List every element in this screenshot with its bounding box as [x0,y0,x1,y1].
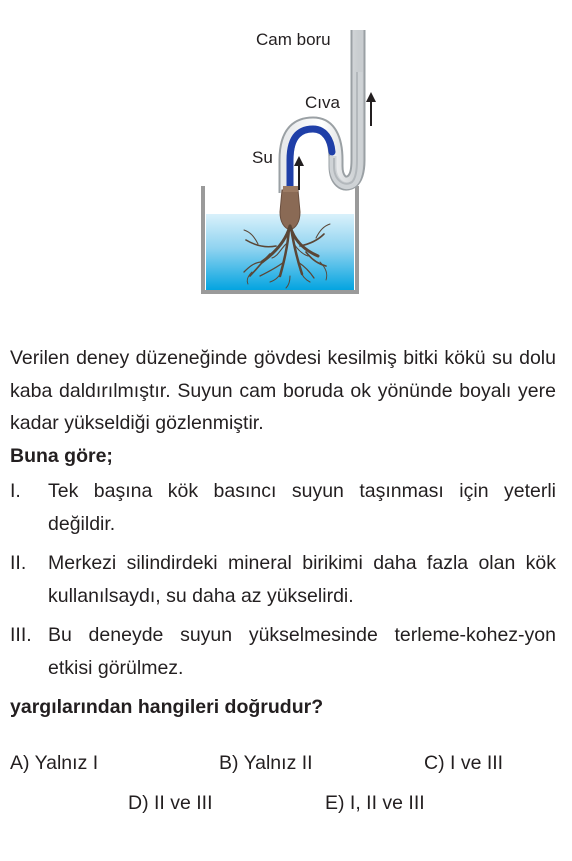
question-body [10,342,556,724]
statement-number: I. [10,480,21,502]
water-arrow-icon [294,156,304,190]
statement-text: Bu deneyde suyun yükselmesinde terleme-kohez-yon etkisi görülmez. [48,624,556,679]
statement-text: Merkezi silindirdeki mineral birikimi daha fazla olan kök kullanılsaydı, su daha az yükselirdi. [48,552,556,607]
experiment-illustration [0,0,572,330]
statement-item [10,475,556,540]
experiment-figure [0,0,572,330]
statement-text: Tek başına kök basıncı suyun taşınması için yeterli değildir. [48,480,556,535]
option-d[interactable]: D) II ve III [128,792,213,814]
statement-number: III. [10,624,32,646]
option-b[interactable]: B) Yalnız II [219,752,313,774]
option-a[interactable]: A) Yalnız I [10,752,99,774]
glass-tube-label: Cam boru [256,30,331,49]
beaker-water [206,214,354,291]
question-stem: Verilen deney düzeneğinde gövdesi kesilmiş bitki kökü su dolu kaba daldırılmıştır. Suyun cam boruda ok yönünde boyalı yere kadar yükseldiği gözlenmiştir. [10,347,556,434]
mercury-arrow-icon [366,92,376,126]
statement-item [10,547,556,612]
tube-water [290,129,332,193]
plant-stem [280,186,300,230]
mercury-label: Cıva [305,93,340,112]
statement-number: II. [10,552,27,574]
water-label: Su [252,148,273,167]
statement-list [10,475,556,684]
answer-options [0,752,572,842]
question-lead: Buna göre; [10,444,113,467]
statement-item [10,619,556,684]
option-e[interactable]: E) I, II ve III [325,792,425,814]
question-prompt: yargılarından hangileri doğrudur? [10,696,324,718]
option-c[interactable]: C) I ve III [424,752,504,774]
